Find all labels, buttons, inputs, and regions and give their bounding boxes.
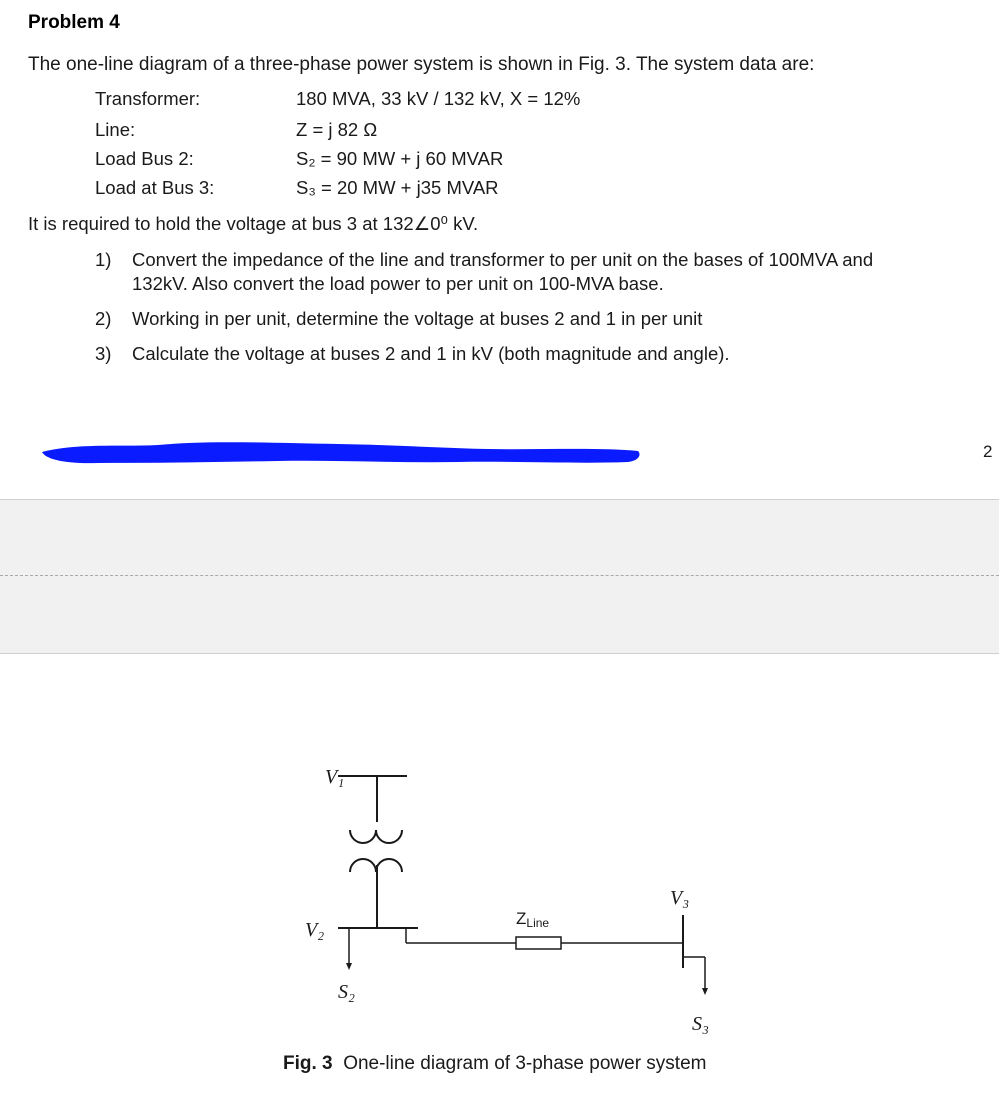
problem-intro: The one-line diagram of a three-phase power system is shown in Fig. 3. The system data are:	[28, 54, 815, 75]
data-label-load-bus2: Load Bus 2:	[95, 148, 194, 169]
redaction-scribble	[38, 437, 643, 467]
figure-caption	[283, 1053, 706, 1075]
item-text-3: Calculate the voltage at buses 2 and 1 in kV (both magnitude and angle).	[132, 343, 730, 364]
data-value-line: Z = j 82 Ω	[296, 119, 378, 140]
bus-3-label: V₃	[670, 887, 690, 909]
item-number-2: 2)	[95, 308, 112, 329]
load-s2-arrow	[346, 963, 352, 970]
item-1-line-2: 132kV. Also convert the load power to per unit on 100-MVA base.	[132, 273, 664, 294]
page-break-band	[0, 499, 999, 654]
data-label-line: Line:	[95, 119, 136, 140]
load-s2-label: S₂	[338, 981, 355, 1003]
data-label-load-bus3: Load at Bus 3:	[95, 177, 215, 198]
zline-subscript: Line	[526, 916, 550, 930]
figure-number: Fig. 3	[283, 1053, 333, 1074]
zline-symbol: Z	[516, 909, 527, 928]
bus-2-label: V₂	[305, 919, 325, 941]
load-s3-label: S₃	[692, 1013, 709, 1035]
item-number-3: 3)	[95, 343, 112, 364]
load-s3-arrow	[702, 988, 708, 995]
item-1-line-1: Convert the impedance of the line and transformer to per unit on the bases of 100MVA and	[132, 249, 874, 270]
bus-1-label: V₁	[325, 766, 345, 788]
line-impedance-label	[516, 909, 549, 930]
page-number: 2	[983, 442, 993, 461]
transformer-primary-coil	[350, 830, 402, 843]
figure-caption-text: One-line diagram of 3-phase power system	[343, 1053, 707, 1074]
data-value-load-bus3: S₃ = 20 MW + j35 MVAR	[296, 177, 499, 198]
item-text-2: Working in per unit, determine the voltage at buses 2 and 1 in per unit	[132, 308, 703, 329]
item-number-1: 1)	[95, 249, 112, 270]
line-impedance-box	[516, 937, 561, 949]
page-break-dashed-line	[0, 575, 999, 576]
item-text-1	[132, 248, 873, 296]
one-line-diagram	[280, 760, 750, 1045]
data-value-transformer: 180 MVA, 33 kV / 132 kV, X = 12%	[296, 88, 581, 109]
data-value-load-bus2: S₂ = 90 MW + j 60 MVAR	[296, 148, 504, 169]
data-label-transformer: Transformer:	[95, 88, 201, 109]
problem-title: Problem 4	[28, 12, 120, 33]
requirement-text: It is required to hold the voltage at bus 3 at 132∠0⁰ kV.	[28, 213, 479, 234]
